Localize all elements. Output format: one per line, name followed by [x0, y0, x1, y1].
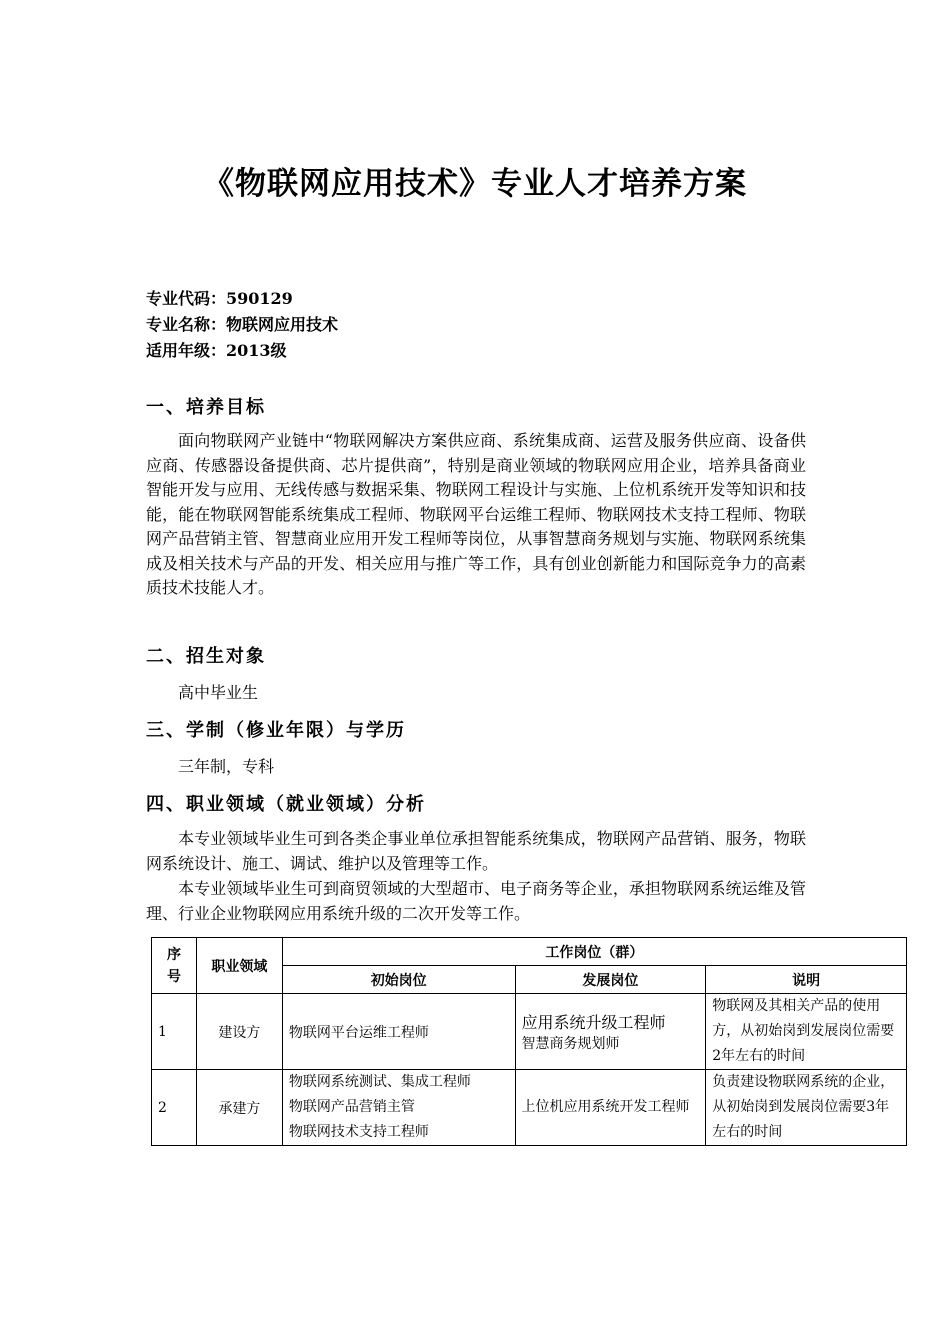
section-heading-enrollment: 二、招生对象 — [146, 646, 266, 667]
row-field: 承建方 — [196, 1070, 282, 1146]
header-position-group: 工作岗位（群） — [282, 938, 906, 966]
section-heading-career: 四、职业领域（就业领域）分析 — [146, 794, 426, 815]
career-paragraph-1: 本专业领域毕业生可到各类企事业单位承担智能系统集成，物联网产品营销、服务，物联网系统设计、施工、调试、维护以及管理等工作。 — [146, 829, 806, 873]
row-initial: 物联网系统测试、集成工程师 物联网产品营销主管 物联网技术支持工程师 — [282, 1070, 515, 1146]
table-row — [152, 994, 907, 1070]
major-name: 专业名称：物联网应用技术 — [146, 315, 339, 334]
goal-paragraph: 面向物联网产业链中“物联网解决方案供应商、系统集成商、运营及服务供应商、设备供应商、传感器设备提供商、芯片提供商”，特别是商业领域的物联网应用企业，培养具备商业智能开发与应用、无线传感与数据采集、物联网工程设计与实施、上位机系统开发等知识和技能，能在物联网智能系统集成工程师、物联网平台运维工程师、物联网技术支持工程师、物联网产品营销主管、智慧商业应用开发工程师等岗位，从事智慧商务规划与实施、物联网系统集成及相关技术与产品的开发、相关应用与推广等工作，具有创业创新能力和国际竞争力的高素质技术技能人才。 — [146, 431, 806, 597]
row-seq: 2 — [152, 1070, 197, 1146]
header-initial: 初始岗位 — [282, 966, 515, 994]
header-develop: 发展岗位 — [515, 966, 706, 994]
row-initial: 物联网平台运维工程师 — [282, 994, 515, 1070]
duration-text: 三年制，专科 — [178, 757, 275, 776]
row-note: 负责建设物联网系统的企业，从初始岗到发展岗位需要3年左右的时间 — [706, 1070, 907, 1146]
row-develop: 上位机应用系统开发工程师 — [515, 1070, 706, 1146]
row-seq: 1 — [152, 994, 197, 1070]
header-field: 职业领域 — [196, 938, 282, 994]
career-paragraph-2: 本专业领域毕业生可到商贸领域的大型超市、电子商务等企业，承担物联网系统运维及管理、行业企业物联网应用系统升级的二次开发等工作。 — [146, 879, 806, 923]
section-heading-duration: 三、学制（修业年限）与学历 — [146, 720, 406, 741]
major-meta — [146, 286, 338, 364]
page-title: 《物联网应用技术》专业人才培养方案 — [203, 166, 747, 202]
enrollment-text: 高中毕业生 — [178, 683, 259, 702]
header-seq: 序号 — [152, 938, 197, 994]
major-code: 专业代码：590129 — [146, 289, 293, 308]
career-table — [151, 937, 907, 1146]
row-field: 建设方 — [196, 994, 282, 1070]
section-heading-goal: 一、培养目标 — [146, 397, 266, 418]
row-develop: 应用系统升级工程师 智慧商务规划师 — [515, 994, 706, 1070]
applicable-grade: 适用年级：2013级 — [146, 341, 287, 360]
table-row — [152, 1070, 907, 1146]
header-note: 说明 — [706, 966, 907, 994]
row-note: 物联网及其相关产品的使用方，从初始岗到发展岗位需要2年左右的时间 — [706, 994, 907, 1070]
